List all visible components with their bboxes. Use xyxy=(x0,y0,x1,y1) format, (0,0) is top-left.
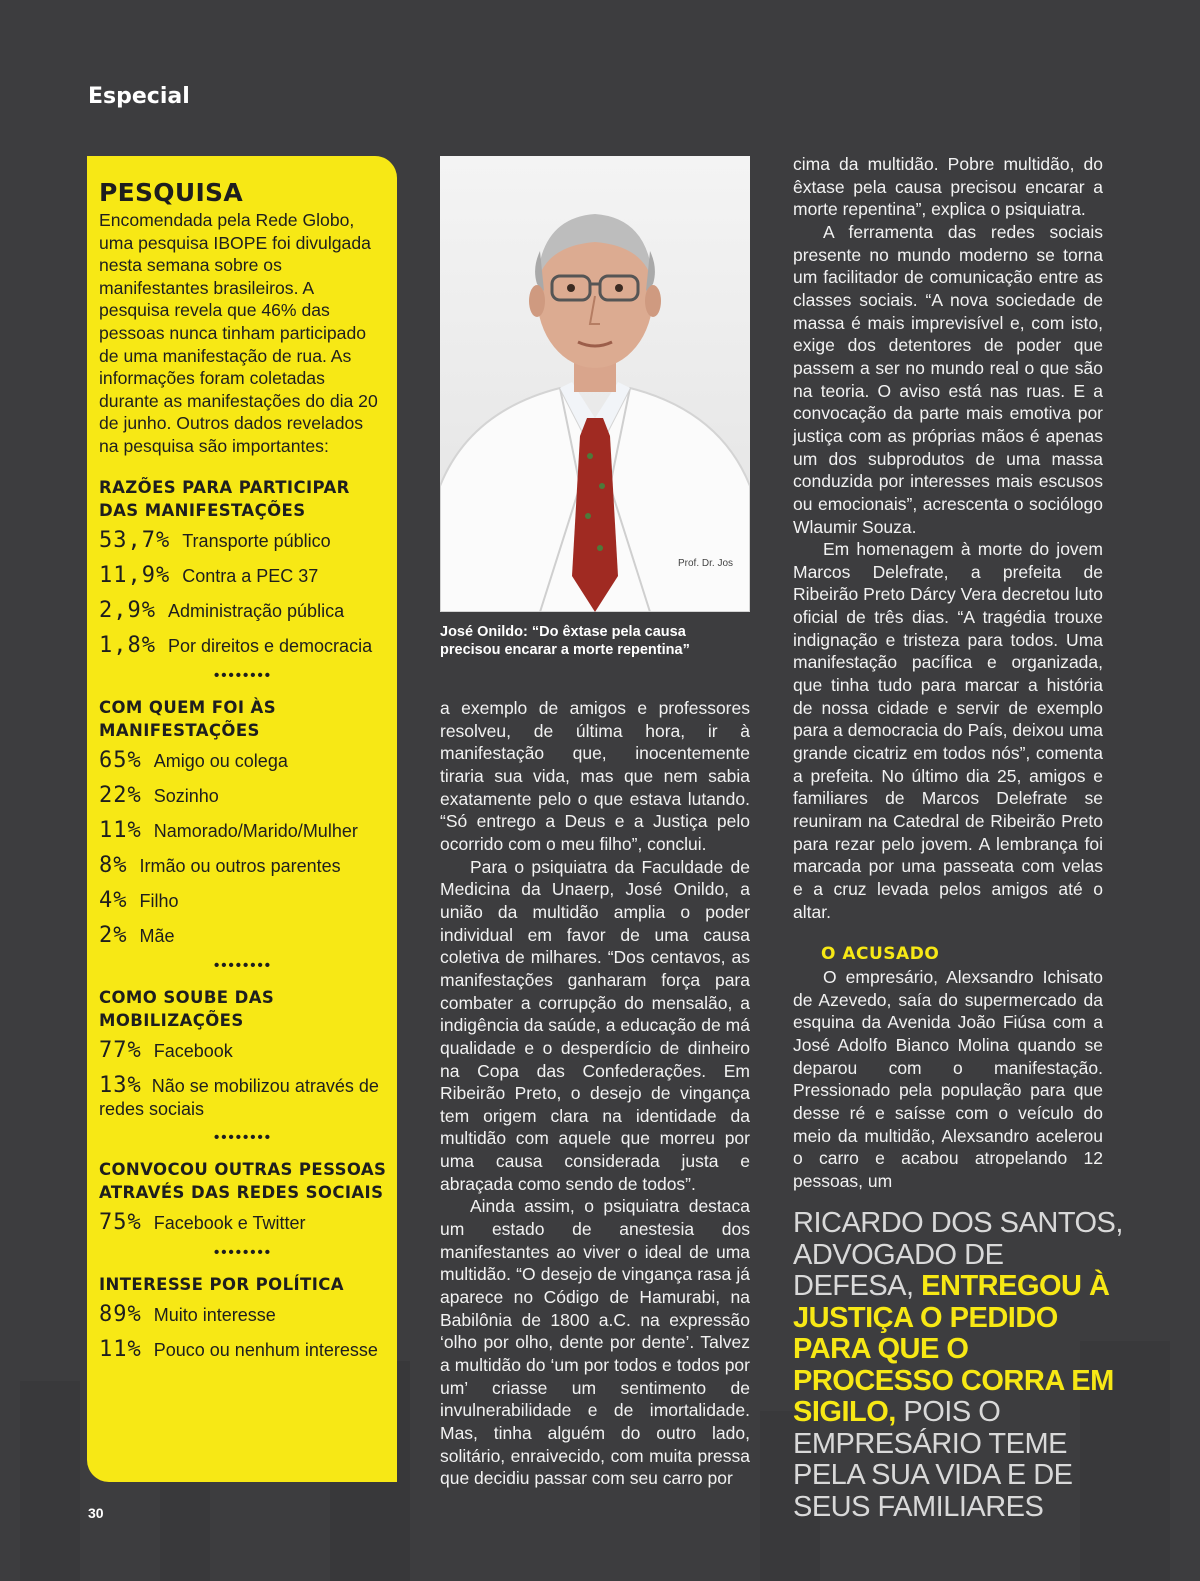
stat-value: 11,9% xyxy=(99,562,171,588)
stat-label: Pouco ou nenhum interesse xyxy=(153,1339,378,1360)
paragraph: cima da multidão. Pobre multidão, do êxtase pela causa precisou encarar a morte repentina”, explica o psiquiatra. xyxy=(793,154,1103,220)
stat-row xyxy=(99,1302,387,1327)
stat-value: 77% xyxy=(99,1037,142,1063)
stat-label: Contra a PEC 37 xyxy=(182,565,319,586)
stat-group xyxy=(99,1158,387,1235)
paragraph: Ainda assim, o psiquiatra destaca um estado de anestesia dos manifestantes ao viver o ideal de uma multidão. “O desejo de vingança rasa já aparece no Código de Hamurabi, na Babilônia de 1800 a.C. na expressão ‘olho por olho, dente por dente’. Talvez a multidão do ‘um por todos e todos por um’ criasse um sentimento de invulnerabilidade e de imortalidade. Mas, tinha alguém do outro lado, solitário, enraivecido, com muita pressa que decidiu passar com seu carro por xyxy=(440,1196,750,1489)
stat-value: 65% xyxy=(99,747,142,773)
stat-row xyxy=(99,748,387,773)
stat-label: Não se mobilizou através de redes sociais xyxy=(99,1075,379,1119)
stat-value: 75% xyxy=(99,1209,142,1235)
portrait-illustration xyxy=(440,156,750,612)
article-column-3 xyxy=(793,153,1103,1193)
stat-value: 2% xyxy=(99,922,128,948)
pull-quote-highlight: ENTREGOU À JUSTIÇA O PEDIDO PARA QUE O PROCESSO CORRA EM SIGILO, xyxy=(793,1270,1114,1428)
stat-label: Muito interesse xyxy=(153,1304,276,1325)
stat-row xyxy=(99,1038,387,1063)
stat-row xyxy=(99,923,387,948)
separator-dots: •••••••• xyxy=(213,1243,272,1261)
stat-group-heading: COM QUEM FOI ÀS MANIFESTAÇÕES xyxy=(99,697,276,740)
subheading: O ACUSADO xyxy=(821,944,940,965)
stat-row xyxy=(99,818,387,843)
pull-quote-part2: POIS O EMPRESÁRIO TEME PELA SUA VIDA E DE SEUS FAMILIARES xyxy=(793,1396,1073,1523)
stat-label: Transporte público xyxy=(182,530,331,551)
stat-row xyxy=(99,633,387,658)
pull-quote-part1: RICARDO DOS SANTOS, ADVOGADO DE DEFESA, xyxy=(793,1207,1123,1302)
survey-sidebar xyxy=(87,156,397,1482)
stat-row xyxy=(99,853,387,878)
stat-value: 89% xyxy=(99,1301,142,1327)
stat-row xyxy=(99,888,387,913)
article-column-2 xyxy=(440,697,750,1490)
stat-row xyxy=(99,783,387,808)
separator-dots: •••••••• xyxy=(213,666,272,684)
stat-value: 11% xyxy=(99,817,142,843)
stat-group xyxy=(99,476,387,658)
stat-value: 2,9% xyxy=(99,597,156,623)
stat-value: 11% xyxy=(99,1336,142,1362)
paragraph: A ferramenta das redes sociais presente no mundo moderno se torna um facilitador de comunicação entre as classes sociais. “A nova sociedade de massa é mais imprevisível e, com isto, exige dos detentores de poder que passem a ser no mundo real o que são na teoria. O aviso está nas ruas. E a convocação da parte mais emotiva por justiça com as próprias mãos é apenas um dos subprodutos de uma massa conduzida por interesses mais escusos ou emocionais”, acrescenta o sociólogo Wlaumir Souza. xyxy=(793,221,1103,537)
stat-label: Filho xyxy=(139,890,179,911)
page-number: 30 xyxy=(88,1505,104,1521)
stat-row xyxy=(99,598,387,623)
stat-group xyxy=(99,986,387,1120)
stat-value: 13% xyxy=(99,1072,142,1098)
stat-group-heading: CONVOCOU OUTRAS PESSOAS ATRAVÉS DAS REDES SOCIAIS xyxy=(99,1159,387,1202)
portrait-photo xyxy=(440,156,750,612)
stat-row xyxy=(99,563,387,588)
section-label: Especial xyxy=(88,84,190,109)
separator-dots: •••••••• xyxy=(213,956,272,974)
stat-row xyxy=(99,1073,387,1120)
stat-label: Amigo ou colega xyxy=(153,750,288,771)
stat-group-heading: RAZÕES PARA PARTICIPAR DAS MANIFESTAÇÕES xyxy=(99,477,350,520)
stat-value: 8% xyxy=(99,852,128,878)
paragraph: Para o psiquiatra da Faculdade de Medicina da Unaerp, José Onildo, a união da multidão amplia o poder individual em favor de uma causa coletiva de milhares. “Dos centavos, as manifestações ganharam força para combater a corrupção do mensalão, a indigência da saúde, a educação de má qualidade e o desperdício de dinheiro na Copa das Confederações. Em Ribeirão Preto, o desejo de vingança tem origem clara na identidade da multidão com aquele que morreu por uma causa considerada justa e abraçada como sendo de todos”. xyxy=(440,856,750,1194)
paragraph: Em homenagem à morte do jovem Marcos Delefrate, a prefeita de Ribeirão Preto Dárcy Vera decretou luto oficial de três dias. “A tragédia trouxe indignação e tristeza para todos. Uma manifestação pacífica e organizada, que tinha tudo para marcar a história de nossa cidade e servir de exemplo para a democracia do País, deixou uma grande cicatriz em todos nós”, comenta a prefeita. No último dia 25, amigos e familiares de Marcos Delefrate se reuniram na Catedral de Ribeirão Preto para rezar pelo jovem. A lembrança foi marcada por uma passeata com velas e a cruz levada pelos amigos até o altar. xyxy=(793,539,1103,922)
stat-label: Irmão ou outros parentes xyxy=(139,855,341,876)
stat-label: Sozinho xyxy=(153,785,219,806)
stat-row xyxy=(99,528,387,553)
stat-value: 22% xyxy=(99,782,142,808)
stat-label: Namorado/Marido/Mulher xyxy=(153,820,358,841)
stat-label: Facebook e Twitter xyxy=(153,1212,306,1233)
stat-row xyxy=(99,1210,387,1235)
sidebar-title: PESQUISA xyxy=(99,178,244,207)
photo-caption: José Onildo: “Do êxtase pela causa precisou encarar a morte repentina” xyxy=(440,624,690,658)
paragraph: O empresário, Alexsandro Ichisato de Azevedo, saía do supermercado da esquina da Avenida João Fiúsa com a José Adolfo Bianco Molina quando se deparou com o manifestação. Pressionado pela população para que desse ré e saísse com o veículo do meio da multidão, Alexsandro acelerou o carro e acabou atropelando 12 pessoas, um xyxy=(793,966,1103,1191)
stat-label: Por direitos e democracia xyxy=(167,635,373,656)
sidebar-intro: Encomendada pela Rede Globo, uma pesquisa IBOPE foi divulgada nesta semana sobre os manifestantes brasileiros. A pesquisa revela que 46% das pessoas nunca tinham participado de uma manifestação de rua. As informações foram coletadas durante as manifestações do dia 20 de junho. Outros dados revelados na pesquisa são importantes: xyxy=(99,210,378,456)
stat-group xyxy=(99,696,387,948)
pull-quote xyxy=(793,1208,1123,1523)
coat-badge-text: Prof. Dr. Jos xyxy=(678,558,734,569)
stat-label: Administração pública xyxy=(167,600,345,621)
stat-value: 53,7% xyxy=(99,527,171,553)
stat-row xyxy=(99,1337,387,1362)
stat-group-heading: COMO SOUBE DAS MOBILIZAÇÕES xyxy=(99,987,275,1030)
stat-group-heading: INTERESSE POR POLÍTICA xyxy=(99,1274,344,1294)
stat-value: 4% xyxy=(99,887,128,913)
stat-label: Facebook xyxy=(153,1040,233,1061)
separator-dots: •••••••• xyxy=(213,1128,272,1146)
stat-group xyxy=(99,1273,387,1362)
stat-label: Mãe xyxy=(139,925,175,946)
paragraph: a exemplo de amigos e professores resolveu, de última hora, ir à manifestação que, inocentemente tiraria sua vida, mas que nem sabia exatamente pelo o que estava lutando. “Só entrego a Deus e a Justiça pelo ocorrido com o meu filho”, conclui. xyxy=(440,698,750,854)
stat-value: 1,8% xyxy=(99,632,156,658)
